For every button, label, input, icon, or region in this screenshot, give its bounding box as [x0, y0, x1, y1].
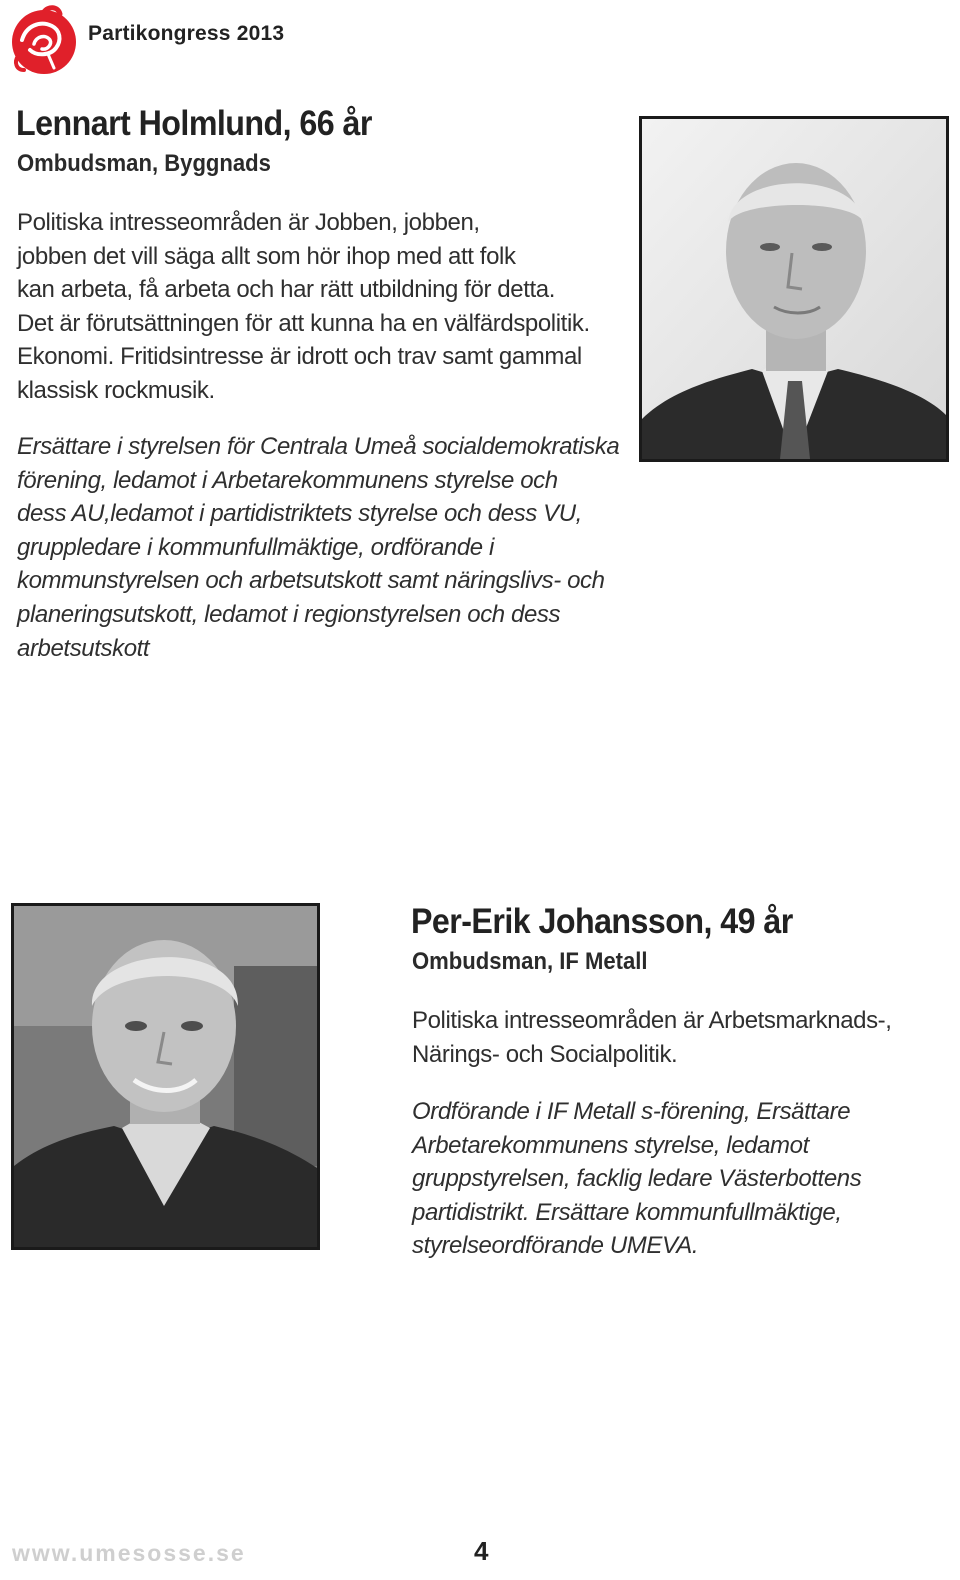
- profile-2-name: Per-Erik Johansson, 49 år: [411, 902, 793, 941]
- party-rose-logo: [8, 4, 78, 76]
- document-header-title: Partikongress 2013: [88, 22, 285, 45]
- profile-1-role: Ombudsman, Byggnads: [17, 150, 271, 177]
- profile-2-interests: Politiska intresseområden är Arbetsmarknads-, Närings- och Socialpolitik.: [412, 1007, 892, 1068]
- footer-website: www.umesosse.se: [12, 1540, 246, 1566]
- profile-1-positions: Ersättare i styrelsen för Centrala Umeå socialdemokratiska förening, ledamot i Arbetarekommunens styrelse och dess AU,ledamot i partidistriktets styrelse och dess VU, gruppledare i kommunfullmäktige, ordförande i kommunstyrelsen och arbetsutskott samt näringslivs- och planeringsutskott, ledamot i regionstyrelsen och dess arbetsutskott: [17, 433, 620, 662]
- profile-1-name: Lennart Holmlund, 66 år: [16, 104, 372, 143]
- profile-2-role: Ombudsman, IF Metall: [412, 948, 648, 975]
- page-number: 4: [474, 1536, 489, 1566]
- profile-2-portrait-photo: [11, 903, 320, 1250]
- profile-1-portrait-photo: [639, 116, 949, 462]
- profile-1-interests: Politiska intresseområden är Jobben, jobben, jobben det vill säga allt som hör ihop med att folk kan arbeta, få arbeta och har rätt utbildning för detta. Det är förutsättningen för att kunna ha en välfärdspolitik. Ekonomi. Fritidsintresse är idrott och trav samt gammal klassisk rockmusik.: [17, 209, 590, 404]
- profile-2-positions: Ordförande i IF Metall s-förening, Ersättare Arbetarekommunens styrelse, ledamot gruppstyrelsen, facklig ledare Västerbottens partidistrikt. Ersättare kommunfullmäktige, styrelseordförande UMEVA.: [412, 1098, 862, 1260]
